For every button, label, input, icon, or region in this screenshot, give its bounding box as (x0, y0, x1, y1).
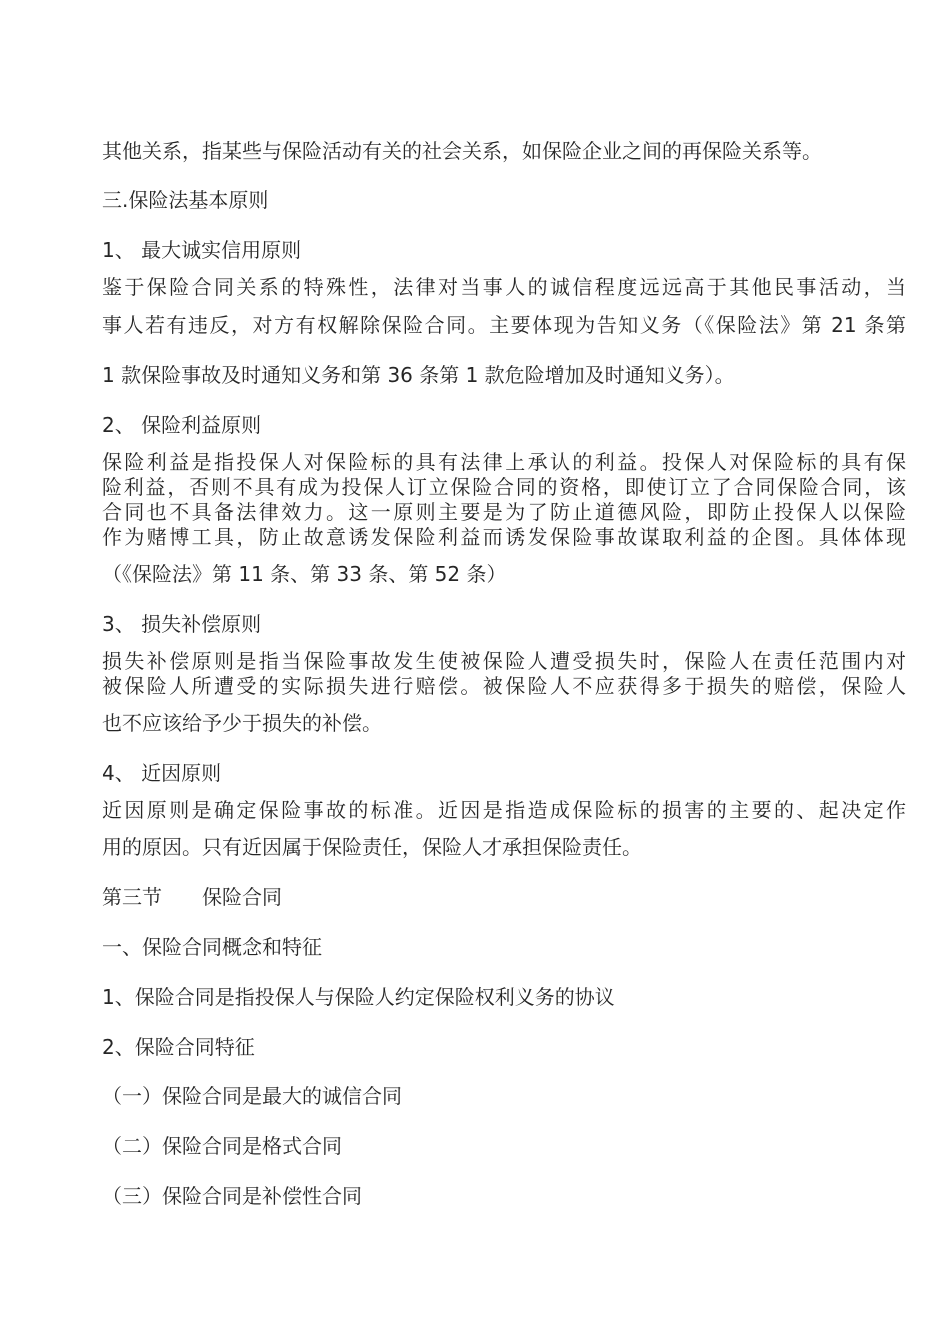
paragraph-good-faith-line-2: 事人若有违反，对方有权解除保险合同。主要体现为告知义务（《保险法》第 21 条第 (102, 313, 906, 337)
section-heading-principles: 三.保险法基本原则 (102, 188, 269, 212)
paragraph-other-relations: 其他关系，指某些与保险活动有关的社会关系，如保险企业之间的再保险关系等。 (102, 139, 822, 163)
paragraph-interest-line-2: 险利益，否则不具有成为投保人订立保险合同的资格，即使订立了合同保险合同，该 (102, 475, 906, 499)
paragraph-interest-line-1: 保险利益是指投保人对保险标的具有法律上承认的利益。投保人对保险标的具有保 (102, 450, 906, 474)
feature-standard-form-contract: （二）保险合同是格式合同 (102, 1134, 342, 1158)
paragraph-proximate-line-2: 用的原因。只有近因属于保险责任，保险人才承担保险责任。 (102, 835, 642, 859)
feature-compensation-contract: （三）保险合同是补偿性合同 (102, 1184, 362, 1208)
paragraph-indemnity-line-1: 损失补偿原则是指当保险事故发生使被保险人遭受损失时，保险人在责任范围内对 (102, 649, 906, 673)
subheading-insurable-interest: 2、 保险利益原则 (102, 413, 262, 437)
paragraph-interest-line-3: 合同也不具备法律效力。这一原则主要是为了防止道德风险，即防止投保人以保险 (102, 500, 906, 524)
paragraph-proximate-line-1: 近因原则是确定保险事故的标准。近因是指造成保险标的损害的主要的、起决定作 (102, 798, 906, 822)
item-contract-features: 2、保险合同特征 (102, 1035, 255, 1059)
paragraph-indemnity-line-3: 也不应该给予少于损失的补偿。 (102, 711, 382, 735)
paragraph-good-faith-line-1: 鉴于保险合同关系的特殊性，法律对当事人的诚信程度远远高于其他民事活动，当 (102, 275, 906, 299)
paragraph-interest-line-5: （《保险法》第 11 条、第 33 条、第 52 条） (102, 562, 507, 586)
paragraph-indemnity-line-2: 被保险人所遭受的实际损失进行赔偿。被保险人不应获得多于损失的赔偿，保险人 (102, 674, 906, 698)
feature-good-faith-contract: （一）保险合同是最大的诚信合同 (102, 1084, 402, 1108)
subheading-proximate-cause: 4、 近因原则 (102, 761, 222, 785)
subheading-utmost-good-faith: 1、 最大诚实信用原则 (102, 238, 302, 262)
section-heading-contract: 第三节 保险合同 (102, 885, 282, 909)
subheading-contract-concept: 一、保险合同概念和特征 (102, 935, 322, 959)
subheading-indemnity: 3、 损失补偿原则 (102, 612, 262, 636)
item-contract-definition: 1、保险合同是指投保人与保险人约定保险权利义务的协议 (102, 985, 615, 1009)
paragraph-good-faith-line-3: 1 款保险事故及时通知义务和第 36 条第 1 款危险增加及时通知义务）。 (102, 363, 735, 387)
paragraph-interest-line-4: 作为赌博工具，防止故意诱发保险利益而诱发保险事故谋取利益的企图。具体体现 (102, 525, 906, 549)
